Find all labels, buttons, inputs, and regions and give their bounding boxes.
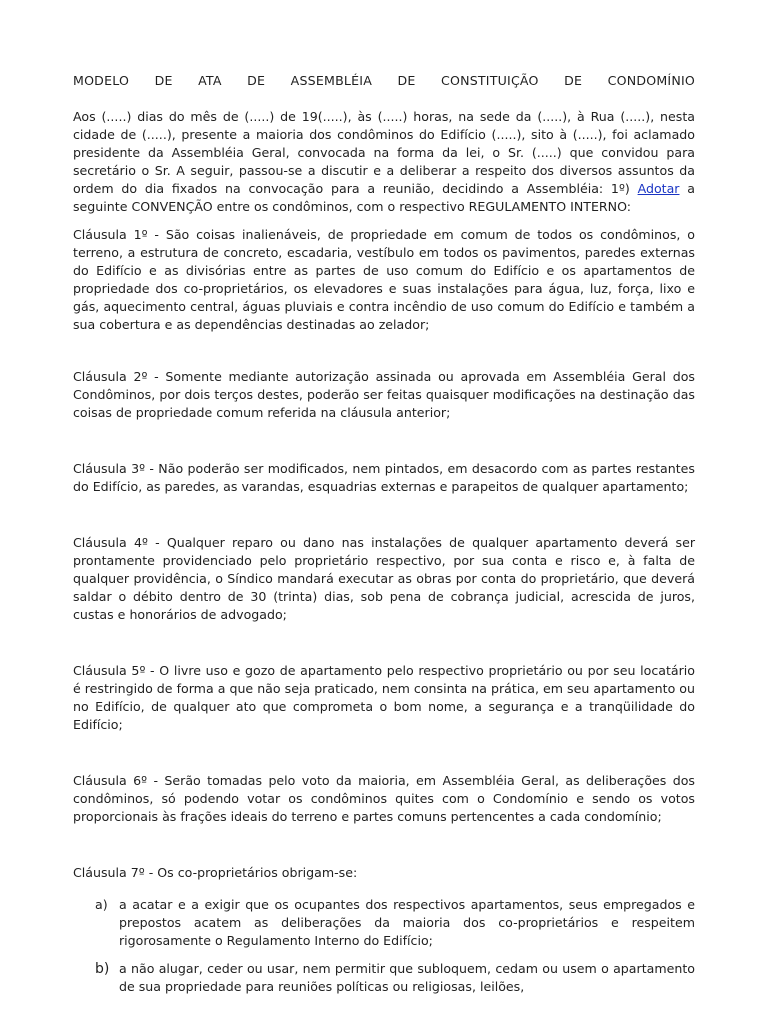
document-title: MODELO DE ATA DE ASSEMBLÉIA DE CONSTITUIÇÃO DE CONDOMÍNIO [73, 73, 695, 88]
clause-4: Cláusula 4º - Qualquer reparo ou dano nas instalações de qualquer apartamento deverá ser prontamente providenciado pelo proprietário respectivo, por sua conta e risco e, à falta de qualquer providência, o Síndico mandará executar as obras por conta do proprietário, que deverá saldar o débito dentro de 30 (trinta) dias, sob pena de cobrança judicial, acrescida de juros, custas e honorários de advogado; [73, 535, 695, 622]
clause-2: Cláusula 2º - Somente mediante autorização assinada ou aprovada em Assembléia Geral dos Condôminos, por dois terços destes, poderão ser feitas quaisquer modificações na destinação das coisas de propriedade comum referida na cláusula anterior; [73, 369, 695, 420]
clause-3: Cláusula 3º - Não poderão ser modificados, nem pintados, em desacordo com as partes restantes do Edifício, as paredes, as varandas, esquadrias externas e parapeitos de qualquer apartamento; [73, 461, 695, 494]
list-item-text: a acatar e a exigir que os ocupantes dos respectivos apartamentos, seus empregados e prepostos acatem as deliberações da maioria dos co-proprietários e respeitem rigorosamente o Regulamento Interno do Edifício; [119, 897, 695, 948]
list-item [73, 960, 695, 996]
clause-7: Cláusula 7º - Os co-proprietários obrigam-se: [73, 865, 358, 880]
list-item-text: a não alugar, ceder ou usar, nem permitir que subloquem, cedam ou usem o apartamento de sua propriedade para reuniões políticas ou religiosas, leilões, [119, 961, 695, 994]
list-item-marker: b) [95, 961, 110, 977]
list-item [73, 896, 695, 950]
adotar-link[interactable]: Adotar [637, 181, 680, 196]
intro-text-end: a seguinte CONVENÇÃO entre os condôminos, com o respectivo REGULAMENTO INTERNO: [73, 181, 695, 214]
intro-text-start: Aos (.....) dias do mês de (.....) de 19(.....), às (.....) horas, na sede da (.....), à Rua (.....), nesta cidade de (.....), presente a maioria dos condôminos do Edifício (.....), sito à (.....), foi aclamado presidente da Assembléia Geral, convocada na forma da lei, o Sr. (.....) que convidou para secretário o Sr. A seguir, passou-se a discutir e a deliberar a respeito dos diversos assuntos da ordem do dia fixados na convocação para a reunião, decidindo a Assembléia: 1º) [73, 109, 695, 196]
obligations-list [73, 896, 695, 996]
clause-5: Cláusula 5º - O livre uso e gozo de apartamento pelo respectivo proprietário ou por seu locatário é restringido de forma a que não seja praticado, nem consinta na prática, em seu apartamento ou no Edifício, de qualquer ato que comprometa o bom nome, a segurança e a tranqüilidade do Edifício; [73, 663, 695, 732]
clause-6: Cláusula 6º - Serão tomadas pelo voto da maioria, em Assembléia Geral, as deliberações dos condôminos, só podendo votar os condôminos quites com o Condomínio e sendo os votos proporcionais às frações ideais do terreno e partes comuns pertencentes a cada condomínio; [73, 773, 695, 824]
document-page [73, 72, 695, 1006]
clause-1: Cláusula 1º - São coisas inalienáveis, de propriedade em comum de todos os condôminos, o terreno, a estrutura de concreto, escadaria, vestíbulo em todos os pavimentos, paredes externas do Edifício e as divisórias entre as partes de uso comum do Edifício e os apartamentos de propriedade dos co-proprietários, os elevadores e suas instalações para água, luz, força, lixo e gás, aquecimento central, águas pluviais e contra incêndio de uso comum do Edifício e também a sua cobertura e as dependências destinadas ao zelador; [73, 227, 695, 332]
intro-paragraph [73, 108, 695, 216]
list-item-marker: a) [95, 897, 108, 912]
